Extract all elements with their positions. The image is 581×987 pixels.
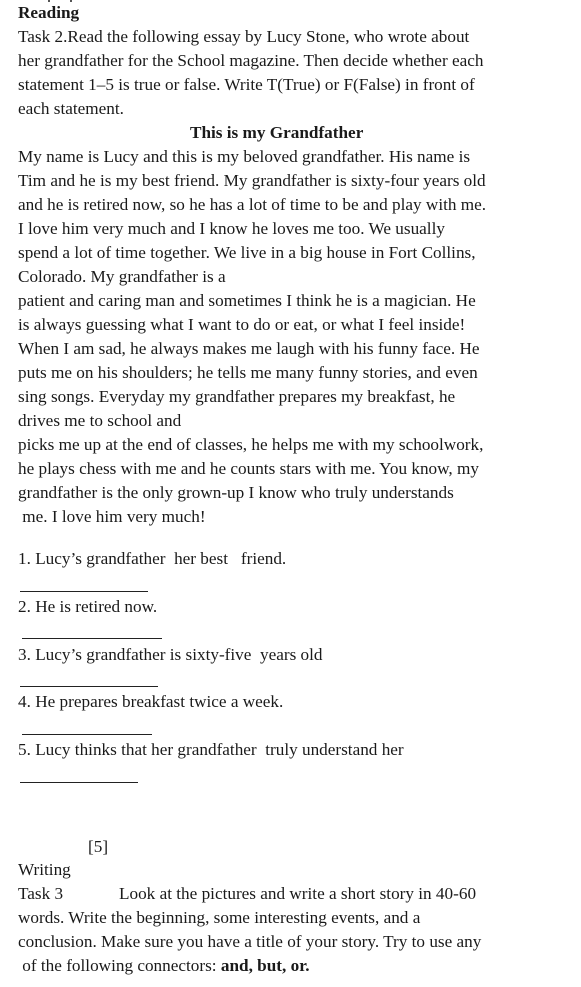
task-line: conclusion. Make sure you have a title of your story. Try to use any — [18, 932, 482, 951]
writing-heading: Writing — [18, 860, 71, 879]
essay-line: is always guessing what I want to do or eat, or what I feel inside! — [18, 315, 466, 334]
essay-line: patient and caring man and sometimes I think he is a magician. He — [18, 291, 476, 310]
essay-line: picks me up at the end of classes, he helps me with my schoolwork, — [18, 435, 484, 454]
essay-line: I love him very much and I know he loves me too. We usually — [18, 219, 445, 238]
task-line: her grandfather for the School magazine. Then decide whether each — [18, 51, 484, 70]
essay-line: When I am sad, he always makes me laugh with his funny face. He — [18, 339, 480, 358]
essay-line: grandfather is the only grown-up I know who truly understands — [18, 483, 454, 502]
task-line: Task 2.Read the following essay by Lucy Stone, who wrote about — [18, 27, 470, 46]
answer-blank-1[interactable] — [20, 591, 148, 592]
reading-heading: Reading — [18, 3, 80, 22]
task-line: words. Write the beginning, some interesting events, and a — [18, 908, 421, 927]
statement-5: 5. Lucy thinks that her grandfather truly understand her — [18, 740, 404, 759]
connectors-list: and, but, or. — [220, 956, 310, 975]
essay-line: My name is Lucy and this is my beloved grandfather. His name is — [18, 147, 471, 166]
essay-line: me. I love him very much! — [18, 507, 206, 526]
task-line — [18, 955, 310, 977]
task-line: each statement. — [18, 99, 124, 118]
essay-title: This is my Grandfather — [190, 123, 364, 142]
answer-blank-3[interactable] — [20, 686, 158, 687]
statement-3: 3. Lucy’s grandfather is sixty-five years old — [18, 645, 323, 664]
essay-line: sing songs. Everyday my grandfather prepares my breakfast, he — [18, 387, 456, 406]
points-label: [5] — [88, 837, 109, 856]
statement-4: 4. He prepares breakfast twice a week. — [18, 692, 284, 711]
essay-line: Colorado. My grandfather is a — [18, 267, 226, 286]
essay-line: spend a lot of time together. We live in a big house in Fort Collins, — [18, 243, 476, 262]
essay-line: he plays chess with me and he counts stars with me. You know, my — [18, 459, 479, 478]
essay-line: and he is retired now, so he has a lot of time to be and play with me. — [18, 195, 487, 214]
statement-1: 1. Lucy’s grandfather her best friend. — [18, 549, 287, 568]
task-line: Look at the pictures and write a short story in 40-60 — [119, 884, 477, 903]
task-line: statement 1–5 is true or false. Write T(True) or F(False) in front of — [18, 75, 475, 94]
connectors-prefix: of the following connectors: — [18, 956, 221, 975]
essay-line: Tim and he is my best friend. My grandfather is sixty-four years old — [18, 171, 486, 190]
answer-blank-5[interactable] — [20, 782, 138, 783]
answer-blank-2[interactable] — [22, 638, 162, 639]
essay-line: puts me on his shoulders; he tells me many funny stories, and even — [18, 363, 478, 382]
answer-blank-4[interactable] — [22, 734, 152, 735]
statement-2: 2. He is retired now. — [18, 597, 158, 616]
essay-line: drives me to school and — [18, 411, 182, 430]
task-3-label: Task 3 — [18, 884, 64, 903]
